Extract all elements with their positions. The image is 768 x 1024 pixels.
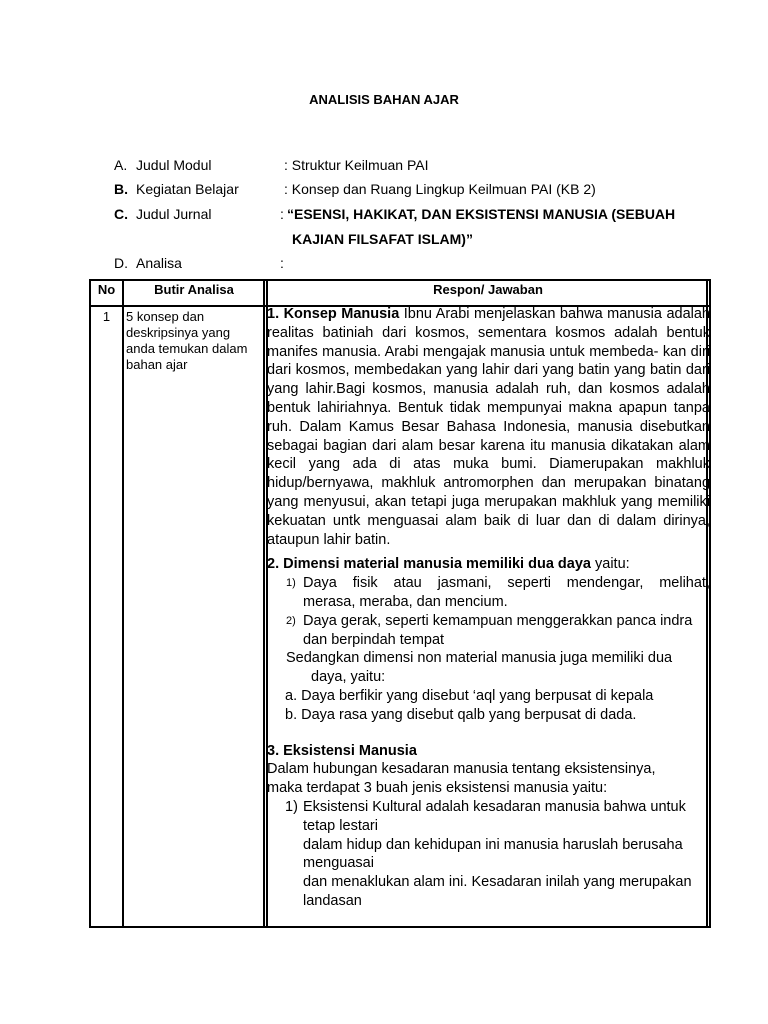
list-line: dalam hidup dan kehidupan ini manusia haruslah berusaha (303, 836, 683, 853)
table-border-left (89, 279, 91, 928)
section-1-line: Ibnu Arabi menjelaskan bahwa manusia (403, 306, 662, 322)
list-number: 2) (286, 614, 296, 627)
section-1-line: besar karena itu manusia dikatakan alam kecil yang ada di atas (267, 437, 711, 473)
section-1-title: 1. Konsep Manusia (267, 306, 400, 322)
meta-value: : Struktur Keilmuan PAI (284, 157, 429, 173)
section-1-line: bentuk manifes manusia. Arabi mengajak manusia untuk (267, 324, 710, 360)
table-divider-butir-a (263, 279, 265, 928)
section-2-title-suffix: yaitu: (590, 556, 630, 573)
section-1-line: membeda- kan diri dari kosmos, membedakan yang lahir dari (267, 343, 711, 379)
section-1-line: yang batin yang batin dari yang lahir.Bagi kosmos, manusia (267, 362, 710, 398)
table-border-top (89, 279, 711, 281)
section-1-line: mempunyai makna apapun tanpa ruh. Dalam Kamus Besar (267, 399, 710, 435)
section-3-line: maka terdapat 3 buah jenis eksistensi manusia yaitu: (267, 780, 608, 797)
list-number: 1) (285, 798, 298, 815)
response-content (267, 305, 710, 911)
journal-title-line1: “ESENSI, HAKIKAT, DAN EKSISTENSI MANUSIA (SEBUAH (287, 206, 676, 222)
meta-row-kegiatan-belajar (114, 181, 714, 199)
meta-label: Kegiatan Belajar (136, 181, 239, 197)
row-butir-text: 5 konsep dan deskripsinya yang anda temukan dalam bahan ajar (126, 309, 248, 372)
list-line: dan berpindah tempat (303, 631, 445, 648)
section-1-line: adalah realitas batiniah dari kosmos, sementara kosmos adalah (267, 306, 710, 341)
table-border-bottom (89, 926, 711, 928)
section-1-line: antromorphen dan merupakan binatang yang menyusui, akan (267, 475, 711, 510)
section-dimensi-material (267, 555, 710, 724)
section-1-line: muka bumi. Diamerupakan makhluk hidup/bernyawa, makhluk (267, 456, 710, 492)
meta-label: Analisa (136, 255, 182, 271)
meta-value: : (280, 255, 284, 271)
meta-value: : Konsep dan Ruang Lingkup Keilmuan PAI (KB 2) (284, 181, 596, 197)
section-konsep-manusia (267, 305, 710, 549)
list-item (267, 798, 710, 911)
section-3-title: 3. Eksistensi Manusia (267, 742, 417, 759)
journal-title-line2: KAJIAN FILSAFAT ISLAM)” (292, 231, 473, 247)
list-line: Eksistensi Kultural adalah kesadaran manusia bahwa untuk (303, 798, 686, 815)
header-respon-jawaban: Respon/ Jawaban (433, 282, 543, 297)
list-item (267, 612, 710, 650)
meta-letter: A. (114, 157, 128, 173)
section-1-line: batin. (354, 531, 391, 548)
meta-label: Judul Modul (136, 157, 212, 173)
list-line: landasan (303, 892, 362, 909)
non-material-line: daya, yaitu: (311, 669, 386, 686)
meta-row-judul-modul (114, 157, 714, 175)
list-line: merasa, meraba, dan mencium. (303, 593, 508, 610)
header-no: No (97, 282, 116, 297)
section-1-line: tetapi juga merupakan makhluk yang memiliki kekuatan untk (267, 493, 710, 529)
section-3-line: Dalam hubungan kesadaran manusia tentang eksistensinya, (267, 761, 656, 778)
list-line: dan menaklukan alam ini. Kesadaran inilah yang merupakan (303, 874, 692, 891)
table-divider-no (122, 279, 124, 928)
meta-colon: : (280, 206, 284, 222)
section-1-line: Bahasa Indonesia, manusia disebutkan sebagai bagian dari alam (267, 418, 711, 454)
meta-row-judul-jurnal (114, 206, 714, 252)
section-1-line: menguasai alam baik di luar dan di dalam dirinya, ataupun lahir (267, 512, 710, 548)
meta-letter: B. (114, 181, 128, 197)
meta-letter: C. (114, 206, 128, 222)
row-no: 1 (102, 309, 111, 324)
list-number: 1) (286, 577, 296, 590)
daya-item-a: a. Daya berfikir yang disebut ‘aql yang berpusat di kepala (285, 687, 654, 704)
list-line: Daya gerak, seperti kemampuan menggerakkan panca indra (303, 612, 693, 629)
list-line: Daya fisik atau jasmani, seperti mendengar, melihat, (303, 575, 710, 592)
list-item (267, 574, 710, 612)
daya-item-b: b. Daya rasa yang disebut qalb yang berpusat di dada. (285, 706, 637, 723)
section-eksistensi-manusia (267, 742, 710, 911)
meta-label: Judul Jurnal (136, 206, 212, 222)
document-title: ANALISIS BAHAN AJAR (309, 92, 459, 107)
non-material-line: Sedangkan dimensi non material manusia juga memiliki dua (286, 650, 673, 667)
section-2-title: 2. Dimensi material manusia memiliki dua daya (267, 556, 591, 573)
list-line: tetap lestari (303, 817, 378, 834)
meta-letter: D. (114, 255, 128, 271)
header-butir-analisa: Butir Analisa (154, 282, 234, 297)
list-line: menguasai (303, 855, 374, 872)
section-1-line: adalah ruh, dan kosmos adalah bentuk lahiriahnya. Bentuk tidak (267, 381, 710, 416)
meta-row-analisa (114, 255, 714, 273)
